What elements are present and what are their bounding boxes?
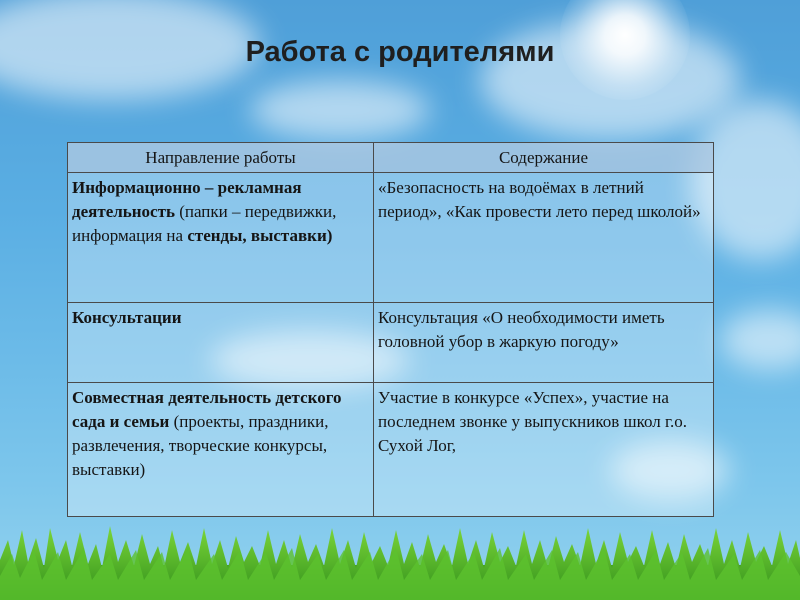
direction-text: (папки – передвижки, информация на <box>72 202 337 245</box>
direction-bold-2: стенды, выставки) <box>187 226 333 245</box>
direction-cell <box>68 303 374 383</box>
grass-foreground <box>0 510 800 600</box>
content-cell: Участие в конкурсе «Успех», участие на последнем звонке у выпускников школ г.о. Сухой Лог, <box>374 383 714 517</box>
content-cell: Консультация «О необходимости иметь головной убор в жаркую погоду» <box>374 303 714 383</box>
cloud <box>250 80 430 140</box>
table-row <box>68 303 714 383</box>
header-content: Содержание <box>374 143 714 173</box>
header-direction: Направление работы <box>68 143 374 173</box>
table-row <box>68 173 714 303</box>
direction-text: (проекты, праздники, развлечения, творческие конкурсы, выставки) <box>72 412 329 479</box>
table-header-row <box>68 143 714 173</box>
cloud <box>720 310 800 370</box>
direction-bold: Совместная деятельность детского сада и семьи <box>72 388 342 431</box>
content-cell: «Безопасность на водоёмах в летний период», «Как провести лето перед школой» <box>374 173 714 303</box>
direction-cell <box>68 173 374 303</box>
direction-bold: Информационно – рекламная деятельность <box>72 178 302 221</box>
direction-bold: Консультации <box>72 308 182 327</box>
work-table <box>67 142 714 517</box>
table-row <box>68 383 714 517</box>
page-title: Работа с родителями <box>245 36 555 68</box>
direction-cell <box>68 383 374 517</box>
